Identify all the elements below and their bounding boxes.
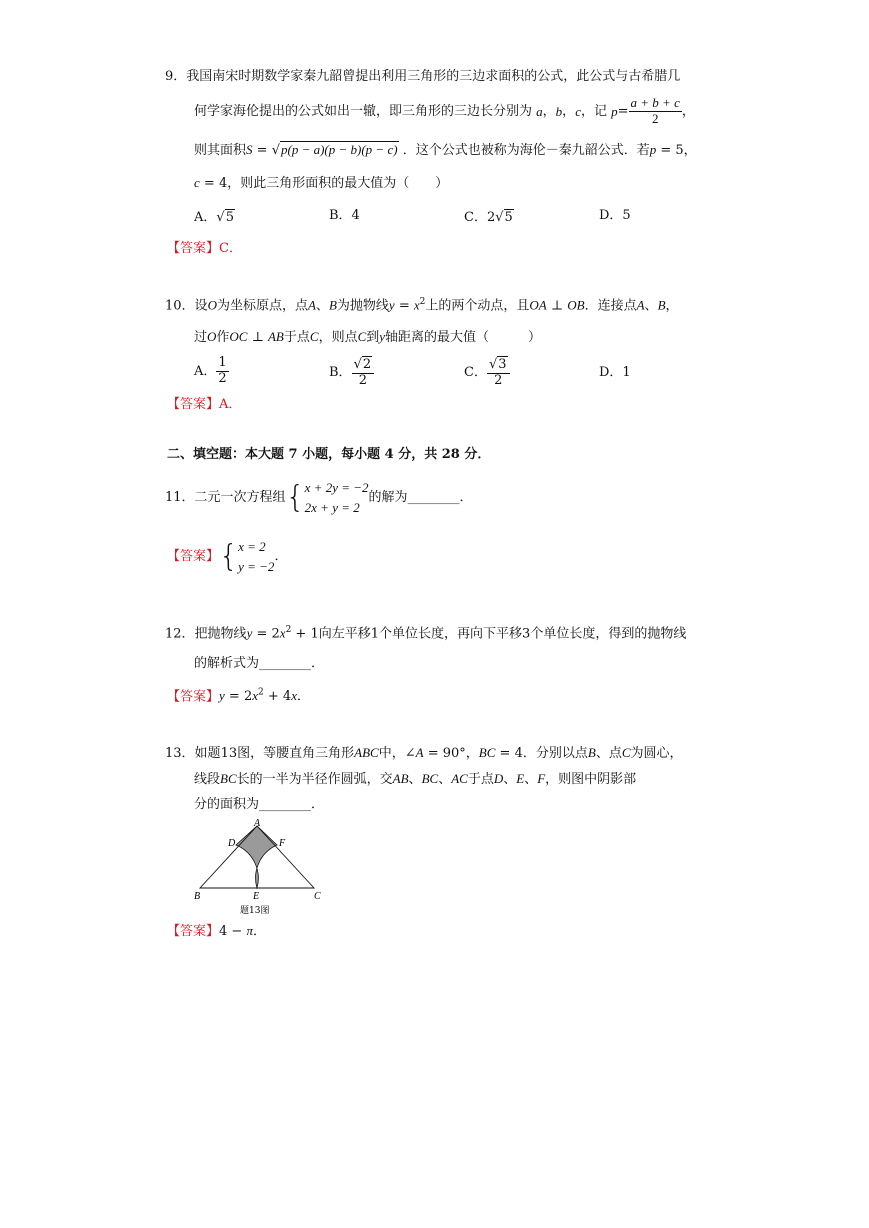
q9-p-formula: $\frac{a + b + c}{2}$ [630,95,680,126]
label-c: C [314,891,321,902]
q9-option-c: C．2√5 [464,210,513,225]
q12-answer: 【答案】$y = 2x^2 + 4x$． [167,688,310,705]
label-d: D [228,838,236,849]
q10-option-c: C． $\frac{√3}{2}$ [464,356,510,389]
q13-line2: 线段BC长的一半为半径作圆弧，交AB、BC、AC于点D、E、F，则图中阴影部 [194,771,637,787]
q9-line2: 何学家海伦提出的公式如出一辙，即三角形的三边长分别为 a，b，c，记 p= $\frac{a + b + c}{2}$ ， [194,95,695,126]
q12-line1: 12．把抛物线$y = 2x^2 + 1$向左平移1个单位长度，再向下平移3个单位长度，得到的抛物线 [165,625,687,642]
q9-text-2b: ，记 [580,103,607,119]
label-e: E [253,891,260,902]
q13-line3: 分的面积为________． [194,797,325,812]
shaded-region [236,826,277,888]
q9-text-3a: 则其面积 [194,143,247,158]
q9-text-4: ，则此三角形面积的最大值为（ ） [227,176,449,191]
q9-heron-formula: p(p − a)(p − b)(p − c) [280,142,398,157]
q10-option-b: B． $\frac{√2}{2}$ [329,356,374,389]
q9-number: 9． [165,69,187,84]
q9-line4: c = 4，则此三角形面积的最大值为（ ） [194,175,449,191]
q9-option-b: B．4 [329,208,360,223]
q11-line: 11．二元一次方程组{ x + 2y = −2 2x + y = 2 的解为________． [165,480,473,515]
q9-text-1: 我国南宋时期数学家秦九韶曾提出利用三角形的三边求面积的公式，此公式与古希腊几 [186,69,681,84]
q13-figure [190,818,330,918]
q9-text-3b: ．这个公式也被称为海伦－秦九韶公式．若 [402,143,650,158]
q10-option-a: A． $\frac{1}{2}$ [194,355,227,386]
q10-options [194,356,674,392]
label-a: A [254,818,261,829]
q11-equation-system: x + 2y = −2 2x + y = 2 [304,480,369,515]
q10-answer: 【答案】A． [167,397,242,412]
q9-answer: 【答案】C． [167,241,242,256]
q11-answer-system: x = 2 y = −2 [238,539,275,574]
q11-answer: 【答案】{ x = 2 y = −2 ． [167,539,288,574]
label-f: F [279,838,286,849]
q12-line2: 的解析式为________． [194,656,325,671]
q9-option-a: A．√5 [194,210,234,225]
section-heading: 二、填空题：本大题 7 小题，每小题 4 分，共 28 分． [167,447,491,462]
label-b: B [194,891,201,902]
q9-line1 [165,70,680,83]
q9-text-2a: 何学家海伦提出的公式如出一辙，即三角形的三边长分别为 [194,103,533,119]
q9-line3: 则其面积S = √p(p − a)(p − b)(p − c) ．这个公式也被称为海伦－秦九韶公式．若p = 5， [194,142,697,158]
q13-answer: 【答案】4 − π． [167,923,266,939]
q10-line2: 过O作OC ⊥ AB于点C，则点C到y轴距离的最大值（ ） [194,329,542,345]
figure-caption: 题13图 [240,906,270,916]
q10-line1: 10．设O为坐标原点，点A、B为抛物线$y = x^2$上的两个动点，且OA ⊥ OB．连接点A、B， [165,297,679,314]
q13-line1: 13．如题13图，等腰直角三角形ABC中，∠A = 90°，BC = 4．分别以点B、点C为圆心， [165,745,683,761]
q9-option-d: D．5 [599,208,631,223]
q10-option-d: D．1 [599,365,631,380]
